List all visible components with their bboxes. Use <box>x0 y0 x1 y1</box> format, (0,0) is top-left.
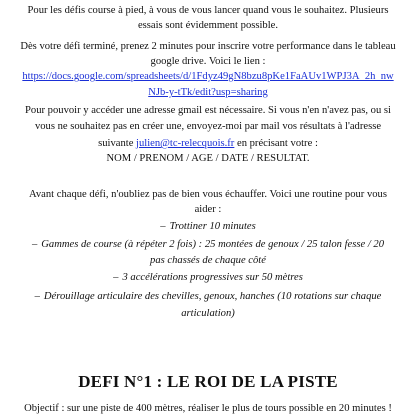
intro-line-7-pre: suivante <box>98 138 137 149</box>
warmup-item-4 <box>0 290 416 303</box>
warmup-item-text: 3 accélérations progressives sur 50 mètres <box>122 272 303 283</box>
intro-line-2: essais sont évidemment possible. <box>137 20 279 31</box>
intro-line-7-post: en précisant votre : <box>234 138 318 149</box>
result-fields: NOM / PRENOM / AGE / DATE / RESULTAT. <box>106 153 310 164</box>
intro-line-6: vous ne souhaitez pas en créer une, envoyez-moi par mail vos résultats à l'adresse <box>34 121 382 132</box>
warmup-item-3 <box>0 271 416 284</box>
bullet-dash: – <box>34 291 40 302</box>
warmup-item-2-cont: pas chassés de chaque côté <box>150 255 266 266</box>
warmup-item-4-cont: articulation) <box>181 308 235 319</box>
intro-line-3: Dès votre défi terminé, prenez 2 minutes pour inscrire votre performance dans le tableau <box>20 41 396 52</box>
warmup-item-text: Dérouillage articulaire des chevilles, genoux, hanches (10 rotations sur chaque <box>43 291 382 302</box>
warmup-item-2 <box>0 238 416 251</box>
warmup-item-text: Trottiner 10 minutes <box>169 221 256 232</box>
intro-line-5: Pour pouvoir y accéder une adresse gmail est nécessaire. Si vous n'en n'avez pas, ou si <box>25 105 391 116</box>
bullet-dash: – <box>160 221 166 232</box>
bullet-dash: – <box>31 239 38 250</box>
drive-link-line-2[interactable] <box>0 86 416 99</box>
intro-line-1: Pour les défis course à pied, à vous de vous lancer quand vous le souhaitez. Plusieurs <box>27 5 389 16</box>
intro-line-4: google drive. Voici le lien : <box>150 56 266 67</box>
warmup-item-text: Gammes de course (à répéter 2 fois) : 25 montées de genoux / 25 talon fesse / 20 <box>41 239 385 250</box>
warmup-line-2: aider : <box>194 204 222 215</box>
warmup-line-1: Avant chaque défi, n'oubliez pas de bien vous échauffer. Voici une routine pour vous <box>29 189 387 200</box>
email-link[interactable]: julien@tc-relecquois.fr <box>136 138 235 149</box>
intro-line-7 <box>0 137 416 150</box>
drive-link-part-2[interactable]: NJb-y-tTk/edit?usp=sharing <box>148 87 268 98</box>
bullet-dash: – <box>113 272 119 283</box>
drive-link-part-1[interactable]: https://docs.google.com/spreadsheets/d/1Fdyz49gN8bzu8pKe1FaAUv1WPJ3A_2h_nw <box>22 71 394 82</box>
drive-link-line-1[interactable] <box>0 70 416 83</box>
defi-title: DEFI N°1 : LE ROI DE LA PISTE <box>78 372 338 391</box>
warmup-item-1 <box>0 220 416 233</box>
defi-objective: Objectif : sur une piste de 400 mètres, réaliser le plus de tours possible en 20 minutes ! <box>24 403 392 414</box>
